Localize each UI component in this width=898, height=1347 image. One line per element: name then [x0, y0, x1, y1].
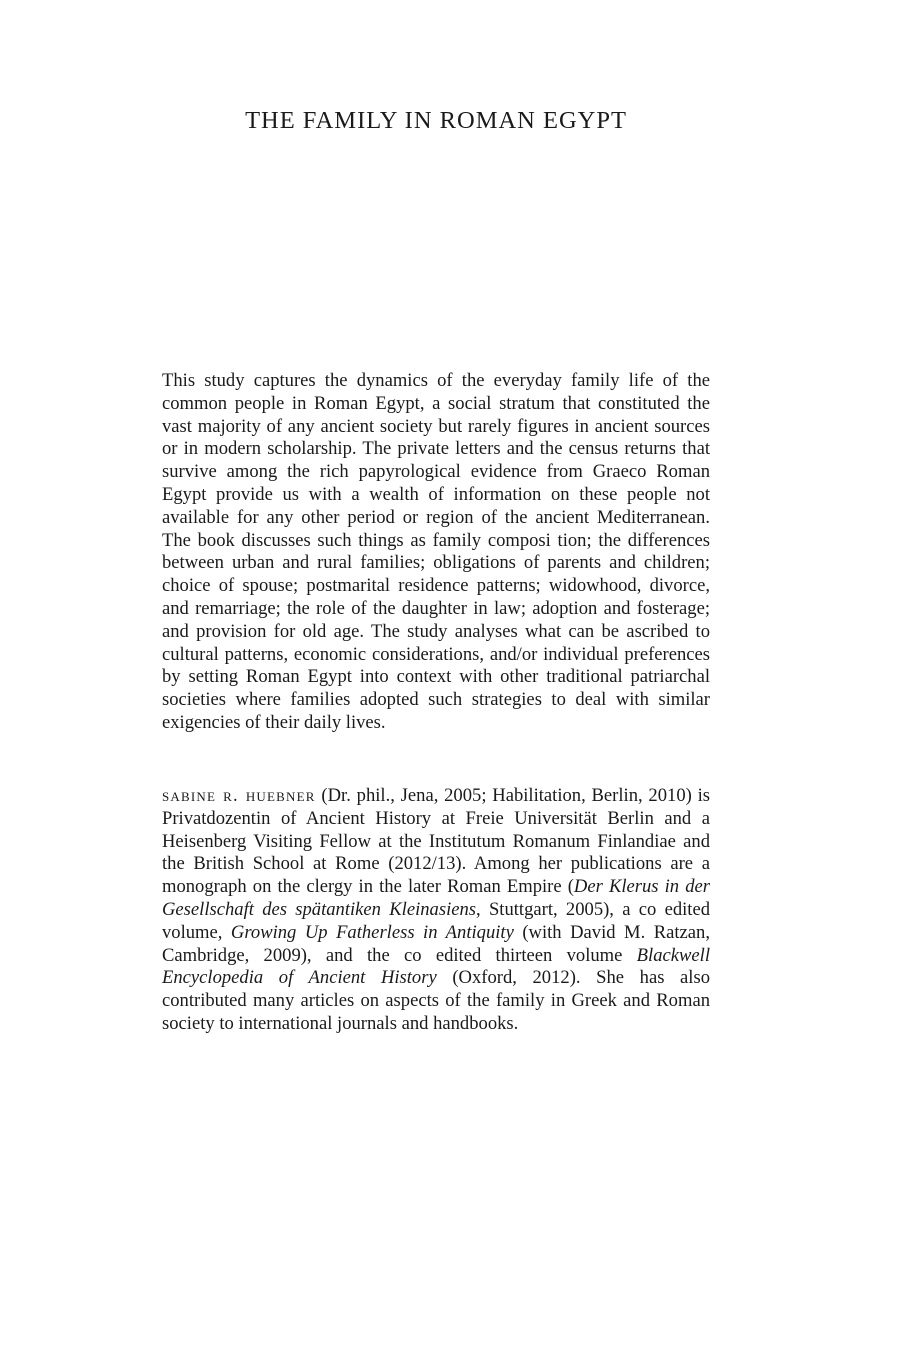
book-title-klerus: Der Klerus in der Gesellschaft des spätantiken Kleinasiens: [162, 876, 710, 920]
author-bio: [162, 785, 710, 1036]
bio-text-3: (with David M. Ratzan, Cambridge, 2009), and the co edited thirteen volume: [162, 921, 710, 966]
book-title-encyclopedia: Blackwell Encyclopedia of Ancient History: [162, 944, 710, 989]
book-title: THE FAMILY IN ROMAN EGYPT: [245, 107, 627, 134]
book-description: This study captures the dynamics of the everyday family life of the common people in Roman Egypt, a social stratum that constituted the vast majority of any ancient society but rarely figures in ancient sources or in modern scholarship. The private letters and the census returns that survive among the rich papyrological evidence from Graeco Roman Egypt provide us with a wealth of information on these people not available for any other period or region of the ancient Mediterranean. The book discusses such things as family composi tion; the differences between urban and rural families; obligations of parents and children; choice of spouse; postmarital residence patterns; widowhood, divorce, and remarriage; the role of the daughter in law; adoption and fosterage; and provision for old age. The study analyses what can be ascribed to cultural patterns, economic considerations, and/or individual preferences by setting Roman Egypt into context with other traditional patriarchal societies where families adopted such strategies to deal with similar exigencies of their daily lives.: [162, 370, 710, 733]
bio-text-4: (Oxford, 2012). She has also contributed many articles on aspects of the family in Greek and Roman society to international journals and handbooks.: [162, 967, 710, 1034]
book-title-growing-up: Growing Up Fatherless in Antiquity: [230, 921, 514, 943]
author-name: sabine r. huebner: [162, 785, 316, 806]
bio-text-2: , Stuttgart, 2005), a co edited volume,: [162, 898, 711, 943]
bio-text-1: (Dr. phil., Jena, 2005; Habilitation, Berlin, 2010) is Privatdozentin of Ancient History at Freie Universität Berlin and a Heisenberg Visiting Fellow at the Institutum Romanum Finlandiae and the British School at Rome (2012/13). Among her publications are a monograph on the clergy in the later Roman Empire (: [162, 785, 710, 898]
